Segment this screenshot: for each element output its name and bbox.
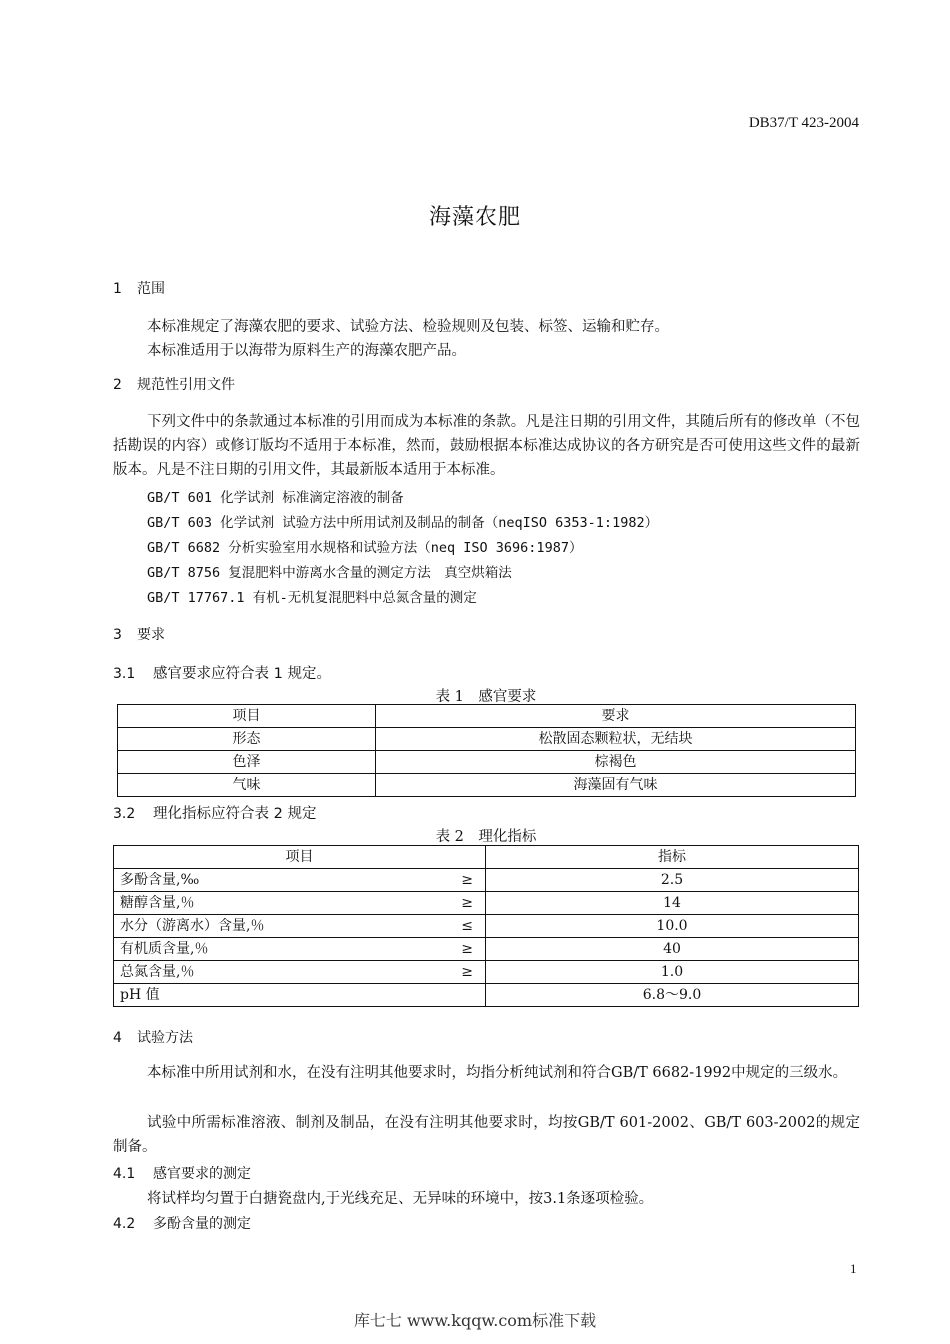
table-cell: 14	[486, 892, 859, 915]
footer-watermark: 库七七 www.kqqw.com标准下载	[353, 1311, 597, 1330]
subsection-text: 感官要求应符合表 1 规定。	[153, 666, 331, 682]
paragraph: 本标准适用于以海带为原料生产的海藻农肥产品。	[147, 343, 466, 359]
header-cell: 项目	[118, 705, 376, 728]
section-title: 范围	[137, 281, 165, 297]
section-number: 4	[113, 1030, 122, 1046]
comparison-symbol: ≥	[461, 941, 473, 957]
table-header-row	[118, 705, 856, 728]
section-number: 1	[113, 281, 122, 297]
table-row	[114, 915, 859, 938]
table-row	[118, 751, 856, 774]
section-2-heading	[113, 374, 235, 394]
comparison-symbol: ≤	[461, 918, 473, 934]
subsection-3-2	[113, 802, 316, 823]
table-cell	[114, 938, 486, 961]
item-label: 多酚含量,‰	[120, 872, 200, 888]
table-cell: 10.0	[486, 915, 859, 938]
table-cell	[114, 869, 486, 892]
subsection-text: 理化指标应符合表 2 规定	[153, 806, 317, 822]
comparison-symbol: ≥	[461, 895, 473, 911]
paragraph: 将试样均匀置于白搪瓷盘内,于光线充足、无异味的环境中，按3.1条逐项检验。	[147, 1191, 654, 1207]
table-cell: 6.8～9.0	[486, 984, 859, 1007]
document-title: 海藻农肥	[428, 205, 521, 230]
section-title: 试验方法	[137, 1030, 193, 1046]
table-1	[117, 704, 856, 797]
item-label: pH 值	[120, 987, 160, 1003]
paragraph: 下列文件中的条款通过本标准的引用而成为本标准的条款。凡是注日期的引用文件，其随后所有的修改单（不包括勘误的内容）或修订版均不适用于本标准，然而，鼓励根据本标准达成协议的各方研究是否可使用这些文件的最新版本。凡是不注日期的引用文件，其最新版本适用于本标准。	[113, 414, 860, 478]
subsection-4-1	[113, 1163, 251, 1183]
paragraph: 本标准规定了海藻农肥的要求、试验方法、检验规则及包装、标签、运输和贮存。	[147, 319, 669, 335]
table-row	[114, 892, 859, 915]
reference-item: GB/T 6682 分析实验室用水规格和试验方法（neq ISO 3696:1987）	[147, 540, 583, 556]
subsection-title: 感官要求的测定	[153, 1166, 251, 1182]
section-number: 2	[113, 377, 122, 393]
reference-item: GB/T 8756 复混肥料中游离水含量的测定方法 真空烘箱法	[147, 565, 512, 581]
table-cell: 气味	[118, 774, 376, 797]
table-cell	[114, 961, 486, 984]
table-2	[113, 845, 859, 1007]
header-cell: 指标	[486, 846, 859, 869]
table-cell	[114, 892, 486, 915]
subsection-4-2	[113, 1213, 251, 1233]
section-1-heading	[113, 278, 165, 298]
page-number: 1	[850, 1261, 857, 1276]
table-1-caption: 表 1 感官要求	[435, 689, 537, 705]
paragraph: 本标准中所用试剂和水，在没有注明其他要求时，均指分析纯试剂和符合GB/T 6682-1992中规定的三级水。	[147, 1065, 848, 1081]
table-row	[114, 869, 859, 892]
reference-item: GB/T 601 化学试剂 标准滴定溶液的制备	[147, 490, 404, 506]
subsection-number: 3.2	[113, 806, 136, 822]
item-label: 有机质含量,％	[120, 941, 209, 957]
subsection-title: 多酚含量的测定	[153, 1216, 251, 1232]
table-cell: 1.0	[486, 961, 859, 984]
table-cell: 海藻固有气味	[376, 774, 856, 797]
section-title: 规范性引用文件	[137, 377, 235, 393]
section-4-heading	[113, 1027, 193, 1047]
comparison-symbol: ≥	[461, 872, 473, 888]
header-cell: 项目	[114, 846, 486, 869]
table-cell: 2.5	[486, 869, 859, 892]
item-label: 水分（游离水）含量,％	[120, 918, 265, 934]
table-cell: 棕褐色	[376, 751, 856, 774]
table-row	[114, 938, 859, 961]
table-row	[118, 728, 856, 751]
subsection-3-1	[113, 662, 331, 683]
paragraph: 试验中所需标准溶液、制剂及制品，在没有注明其他要求时，均按GB/T 601-2002、GB/T 603-2002的规定制备。	[113, 1115, 860, 1155]
reference-item: GB/T 603 化学试剂 试验方法中所用试剂及制品的制备（neqISO 6353-1:1982）	[147, 515, 659, 531]
section-3-heading	[113, 624, 165, 644]
item-label: 糖醇含量,％	[120, 895, 195, 911]
table-cell: 松散固态颗粒状，无结块	[376, 728, 856, 751]
subsection-number: 4.2	[113, 1216, 136, 1232]
table-row	[114, 984, 859, 1007]
table-cell	[114, 915, 486, 938]
table-row	[118, 774, 856, 797]
table-header-row	[114, 846, 859, 869]
table-cell	[114, 984, 486, 1007]
section-title: 要求	[137, 627, 165, 643]
subsection-number: 4.1	[113, 1166, 136, 1182]
table-row	[114, 961, 859, 984]
table-cell: 形态	[118, 728, 376, 751]
table-cell: 40	[486, 938, 859, 961]
table-cell: 色泽	[118, 751, 376, 774]
reference-item: GB/T 17767.1 有机-无机复混肥料中总氮含量的测定	[147, 590, 477, 606]
section-number: 3	[113, 627, 122, 643]
subsection-number: 3.1	[113, 666, 136, 682]
standard-code: DB37/T 423-2004	[748, 115, 859, 131]
comparison-symbol: ≥	[461, 964, 473, 980]
item-label: 总氮含量,％	[120, 964, 195, 980]
table-2-caption: 表 2 理化指标	[435, 829, 537, 845]
header-cell: 要求	[376, 705, 856, 728]
